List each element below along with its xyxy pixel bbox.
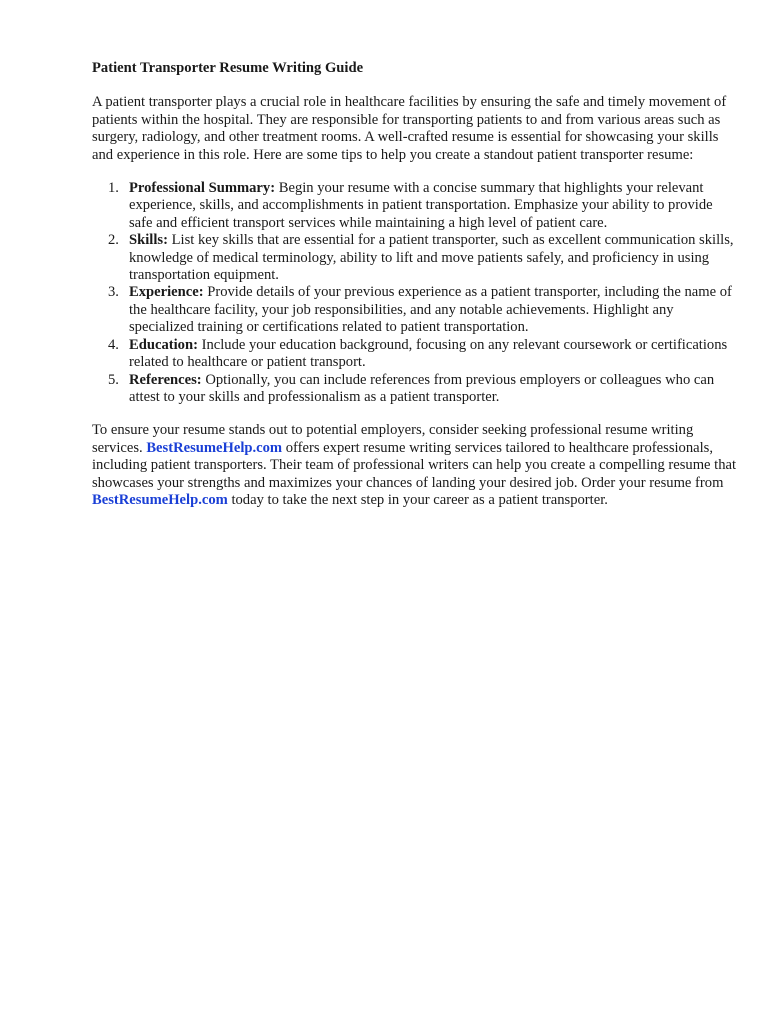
closing-text-2: offers expert resume writing services tailored to healthcare professionals, including patient transporters. Their team of professional writers can help you create a compelling resume that showcases your strengths and maximizes your chances of landing your desired job. Order your resume from <box>92 439 737 491</box>
list-text: Begin your resume with a concise summary that highlights your relevant experience, skills, and accomplishments in patient transportation. Emphasize your ability to provide safe and efficient transport services while maintaining a high level of patient care. <box>129 180 713 231</box>
list-item <box>92 180 738 232</box>
intro-paragraph: A patient transporter plays a crucial role in healthcare facilities by ensuring the safe and timely movement of patients within the hospital. They are responsible for transporting patients to and from various areas such as surgery, radiology, and other treatment rooms. A well-crafted resume is essential for showcasing your skills and experience in this role. Here are some tips to help you create a standout patient transporter resume: <box>92 94 727 163</box>
list-text: Include your education background, focusing on any relevant coursework or certifications related to healthcare or patient transport. <box>129 336 728 371</box>
list-number: 4. <box>108 336 119 353</box>
list-number: 3. <box>108 284 119 301</box>
tips-list <box>92 180 738 406</box>
document-page <box>92 60 738 509</box>
bestresumehelp-link-2[interactable]: BestResumeHelp.com <box>92 491 228 508</box>
list-term: References: <box>129 371 202 388</box>
list-term: Experience: <box>129 284 204 301</box>
list-term: Skills: <box>129 232 168 249</box>
closing-text-3: today to take the next step in your career as a patient transporter. <box>231 491 608 508</box>
list-number: 2. <box>108 232 119 249</box>
list-number: 1. <box>108 180 119 197</box>
bestresumehelp-link[interactable]: BestResumeHelp.com <box>146 439 283 456</box>
closing-paragraph <box>92 422 738 509</box>
list-item <box>92 337 738 372</box>
list-text: List key skills that are essential for a patient transporter, such as excellent communication skills, knowledge of medical terminology, ability to lift and move patients safely, and proficiency in using transportation equipment. <box>129 232 734 284</box>
document-title: Patient Transporter Resume Writing Guide <box>92 60 364 76</box>
list-item <box>92 284 738 336</box>
list-item <box>92 232 738 284</box>
list-term: Education: <box>129 336 198 353</box>
list-text: Provide details of your previous experience as a patient transporter, including the name of the healthcare facility, your job responsibilities, and any notable achievements. Highlight any specialized training or certifications related to patient transportation. <box>129 284 732 336</box>
list-item <box>92 372 738 407</box>
list-term: Professional Summary: <box>129 180 276 197</box>
list-number: 5. <box>108 371 119 388</box>
list-text: Optionally, you can include references from previous employers or colleagues who can attest to your skills and professionalism as a patient transporter. <box>129 371 715 405</box>
closing-text-1: To ensure your resume stands out to potential employers, consider seeking professional resume writing services. <box>92 422 694 456</box>
